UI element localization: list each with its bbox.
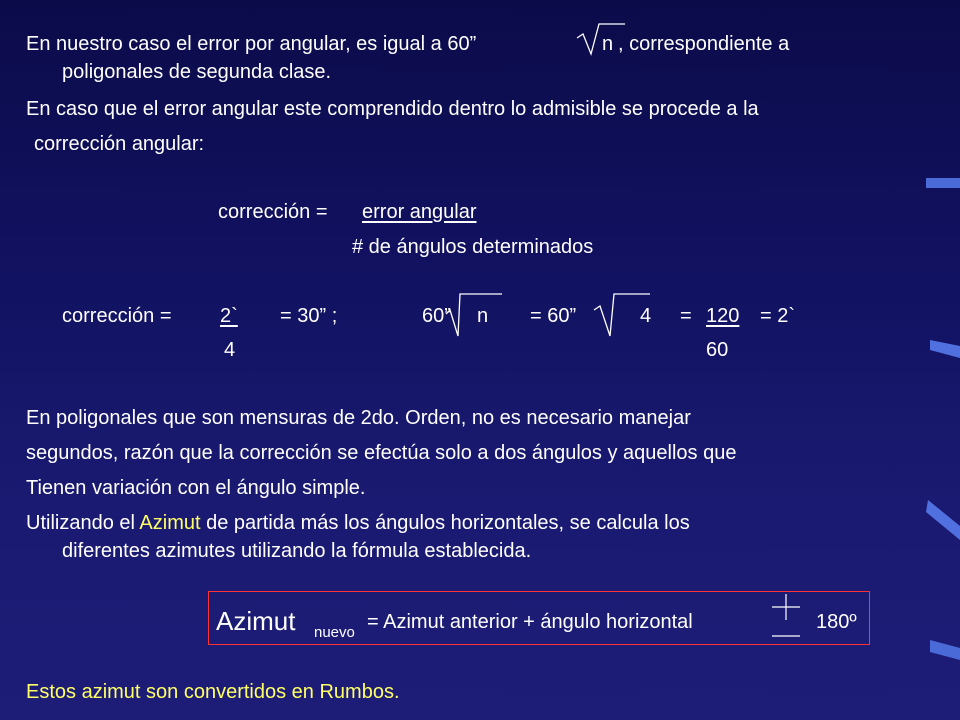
edge-bar bbox=[926, 178, 960, 188]
para2-line1: En caso que el error angular este comprendido dentro lo admisible se procede a la bbox=[26, 98, 759, 120]
box-equation: = Azimut anterior + ángulo horizontal bbox=[367, 611, 693, 633]
box-degree: 180º bbox=[816, 611, 857, 633]
para1-text-a: En nuestro caso el error por angular, es igual a 60” bbox=[26, 33, 477, 55]
formula2-eq2: = 60” bbox=[530, 305, 577, 327]
para3-line1: En poligonales que son mensuras de 2do. Orden, no es necesario manejar bbox=[26, 407, 691, 429]
formula2-den1: 4 bbox=[224, 339, 236, 361]
formula2-den2: 60 bbox=[706, 339, 729, 361]
slide-edge-decoration bbox=[900, 160, 960, 720]
formula2-num2: 120 bbox=[706, 305, 740, 327]
box-azimut: Azimut bbox=[216, 606, 296, 636]
sqrt-symbol-icon bbox=[444, 290, 504, 340]
formula2-n: n bbox=[477, 305, 489, 327]
formula2-num1: 2` bbox=[220, 305, 238, 327]
para1-line1 bbox=[26, 32, 476, 56]
formula1-numerator: error angular bbox=[362, 201, 477, 223]
edge-wedge bbox=[930, 340, 960, 358]
para2-line2: corrección angular: bbox=[34, 133, 205, 155]
formula2-lhs: corrección = bbox=[62, 305, 172, 327]
plus-minus-icon bbox=[768, 592, 808, 640]
azimut-highlight: Azimut bbox=[139, 512, 201, 534]
para4-line1 bbox=[26, 511, 690, 535]
para4-line2: diferentes azimutes utilizando la fórmula establecida. bbox=[62, 540, 532, 562]
formula2-eq3: = bbox=[680, 305, 692, 327]
para1-line2: poligonales de segunda clase. bbox=[62, 61, 332, 83]
para4-pre: Utilizando el bbox=[26, 512, 140, 534]
box-subscript: nuevo bbox=[314, 624, 355, 641]
formula1-denominator: # de ángulos determinados bbox=[352, 236, 594, 258]
formula2-result: = 2` bbox=[760, 305, 796, 327]
para3-line3: Tienen variación con el ángulo simple. bbox=[26, 477, 366, 499]
para4-post: de partida más los ángulos horizontales, se calcula los bbox=[200, 512, 690, 534]
para1-text-b: , correspondiente a bbox=[618, 33, 790, 55]
closing-line: Estos azimut son convertidos en Rumbos. bbox=[26, 681, 400, 703]
para1-n: n bbox=[602, 33, 614, 55]
edge-wedge bbox=[930, 640, 960, 660]
formula2-four: 4 bbox=[640, 305, 652, 327]
formula2-sixty1: 60” bbox=[422, 305, 451, 327]
para3-line2: segundos, razón que la corrección se efectúa solo a dos ángulos y aquellos que bbox=[26, 442, 737, 464]
formula2-eq1: = 30” ; bbox=[280, 305, 338, 327]
formula1-lhs: corrección = bbox=[218, 201, 328, 223]
edge-wedge bbox=[926, 500, 960, 540]
